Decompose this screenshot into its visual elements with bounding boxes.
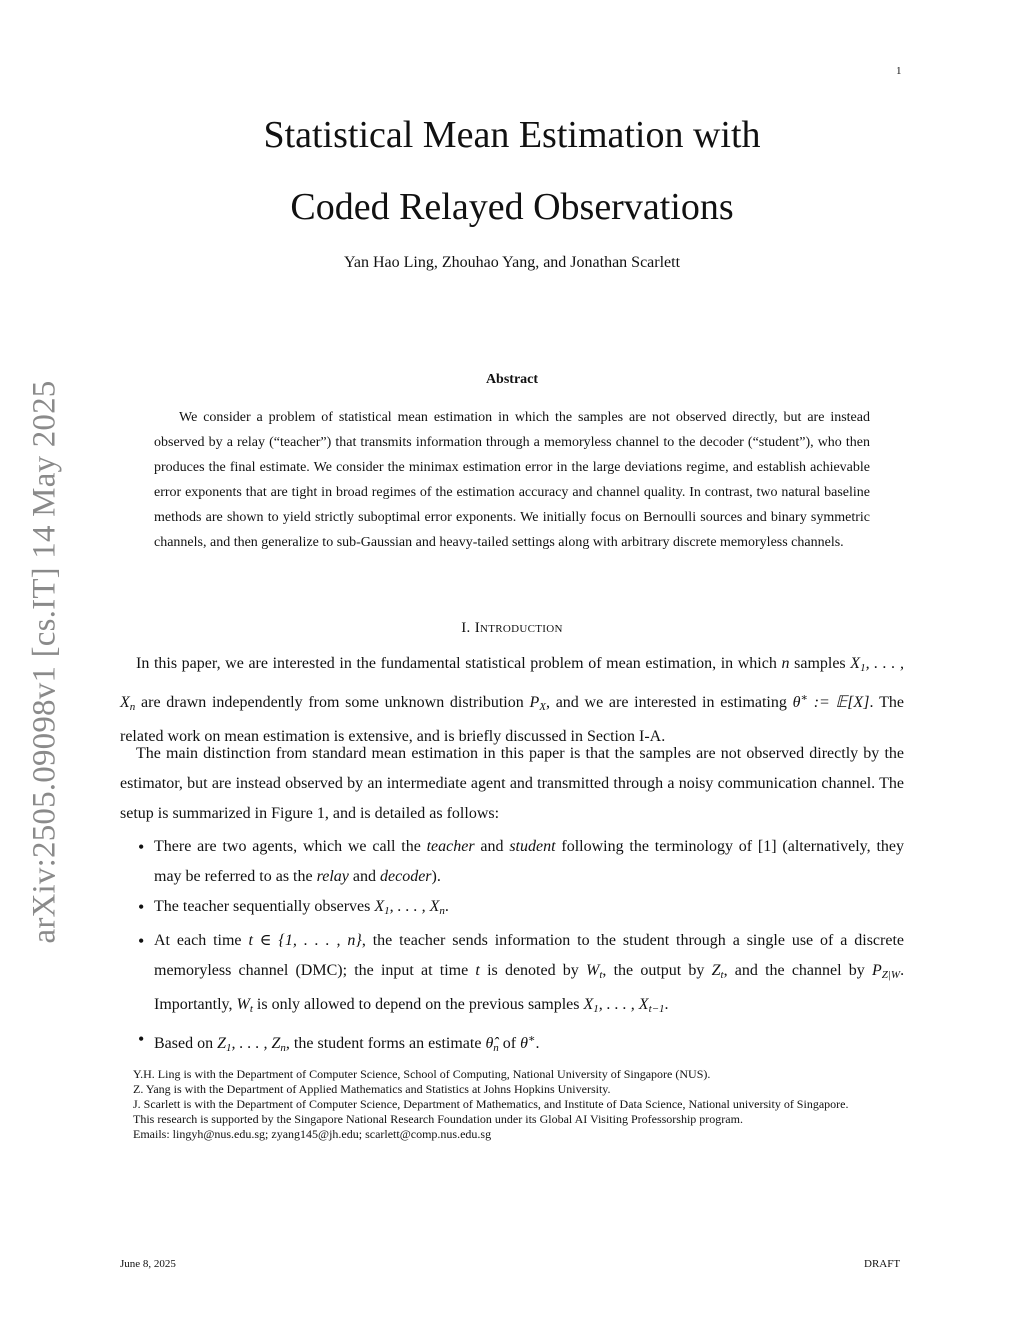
abstract-text: We consider a problem of statistical mean estimation in which the samples are not observed directly, but are instead observed by a relay (“teacher”) that transmits information through a memoryless channel to the decoder (“student”), who then produces the final estimate. We consider the minimax estimation error in the large deviations regime, and establish achievable error exponents that are tight in broad regimes of the estimation accuracy and channel quality. In contrast, two natural baseline methods are shown to yield strictly suboptimal error exponents. We initially focus on Bernoulli sources and binary symmetric channels, and then generalize to sub-Gaussian and heavy-tailed settings along with arbitrary discrete memoryless channels. (154, 410, 870, 550)
footnotes (120, 1067, 904, 1142)
footnote: Y.H. Ling is with the Department of Computer Science, School of Computing, National University of Singapore (NUS). (133, 1067, 711, 1081)
section-heading (0, 620, 1024, 637)
text-run: following the terminology of [1] (alternatively, they may be referred to as the (154, 838, 904, 885)
list-item (138, 832, 904, 892)
text-run: teacher (426, 838, 475, 855)
footnote: Z. Yang is with the Department of Applied Mathematics and Statistics at Johns Hopkins University. (133, 1082, 611, 1096)
math-outputs: $Z_1$, . . . , $Z_n$ (217, 1035, 286, 1054)
text-run: Based on (154, 1035, 214, 1052)
text-run: , and the channel by (723, 962, 865, 979)
math-t: t (475, 962, 480, 979)
section-title: Introduction (474, 620, 563, 636)
section-number: I. (461, 620, 471, 636)
math-samples: $X_1$, . . . , $X_n$ (120, 655, 905, 713)
text-run: and (352, 868, 376, 885)
text-run: The teacher sequentially observes (154, 898, 371, 915)
text-run: , and we are interested in estimating (545, 694, 787, 711)
math-n: n (781, 655, 790, 672)
footnote: J. Scarlett is with the Department of Computer Science, Department of Mathematics, and Institute of Data Science, National university of Singapore. (133, 1097, 849, 1111)
text-run: relay (316, 868, 349, 885)
text-run: ). (431, 868, 441, 885)
list-item: • The teacher sequentially observes $X_1$, . . . , $X_n$. (138, 892, 904, 926)
list-item: • Based on $Z_1$, . . . , $Z_n$, the student forms an estimate $\thetâ_n$ of θ∗. (138, 1024, 904, 1063)
text-run: is only allowed to depend on the previous samples (256, 996, 580, 1013)
math-px: $P_X$ (529, 694, 546, 713)
math-wt: $W_t$ (236, 996, 253, 1015)
text-run: , the output by (602, 962, 705, 979)
math-wt: $W_t$ (586, 962, 603, 981)
math-zt: $Z_t$ (711, 962, 724, 981)
intro-paragraph-1 (120, 649, 904, 752)
math-channel: $P_{Z|W}$ (871, 962, 901, 981)
paper-title-line-1: Statistical Mean Estimation with (263, 114, 761, 156)
footer-draft-label: DRAFT (864, 1258, 901, 1270)
text-run: . Importantly, (154, 962, 905, 1013)
math-prev-samples: $X_1$, . . . , $X_{t-1}$ (583, 996, 665, 1015)
text-run: , the student forms an estimate (285, 1035, 482, 1052)
text-run: decoder (379, 868, 432, 885)
math-time-set: t ∈ {1, . . . , n} (248, 932, 362, 949)
text-run: . The related work on mean estimation is extensive, and is briefly discussed in Section I-A. (120, 694, 905, 745)
math-theta-star: θ∗ (520, 1033, 536, 1052)
author-list: Yan Hao Ling, Zhouhao Yang, and Jonathan Scarlett (343, 254, 681, 271)
text-run: are drawn independently from some unknown distribution (141, 694, 524, 711)
text-run: is denoted by (487, 962, 579, 979)
text-run: In this paper, we are interested in the fundamental statistical problem of mean estimation, in which (136, 655, 777, 672)
math-theta-hat: $\thetâ_n$ (485, 1035, 499, 1054)
text-run: samples (794, 655, 846, 672)
text-run: of (502, 1035, 517, 1052)
list-item: • At each time t ∈ {1, . . . , n}, the teacher sends information to the student through a single use of a discrete memoryless channel (DMC); the input at time t is denoted by $W_t$, the output by $Z_t$, and the channel by $P_{Z|W}$. Importantly, $W_t$ is only allowed to depend on the previous samples $X_1$, . . . , $X_{t-1}$. (138, 926, 904, 1024)
text-run: There are two agents, which we call the (154, 838, 421, 855)
abstract-heading: Abstract (485, 372, 539, 387)
footnote-emails: Emails: lingyh@nus.edu.sg; zyang145@jh.edu; scarlett@comp.nus.edu.sg (133, 1127, 492, 1141)
text-run: At each time (154, 932, 242, 949)
text-run: student (509, 838, 556, 855)
text-run: , the teacher sends information to the student through a single use of a discrete memoryless channel (DMC); the input at time (154, 932, 905, 979)
footer-date: June 8, 2025 (120, 1258, 176, 1270)
arxiv-id[interactable]: arXiv:2505.09098v1 [cs.IT] 14 May 2025 (26, 380, 63, 944)
footnote: This research is supported by the Singapore National Research Foundation under its Global AI Visiting Professorship program. (133, 1112, 743, 1126)
page-number: 1 (896, 65, 902, 77)
text-run: and (480, 838, 504, 855)
setup-bullet-list (138, 832, 904, 1063)
paper-title-line-2: Coded Relayed Observations (290, 186, 734, 228)
math-samples: $X_1$, . . . , $X_n$ (374, 898, 445, 917)
math-theta-def: θ∗ := 𝔼[X] (792, 692, 870, 711)
intro-paragraph-2: The main distinction from standard mean estimation in this paper is that the samples are not observed directly by the estimator, but are instead observed by an intermediate agent and transmitted through a noisy communication channel. The setup is summarized in Figure 1, and is detailed as follows: (120, 745, 904, 822)
